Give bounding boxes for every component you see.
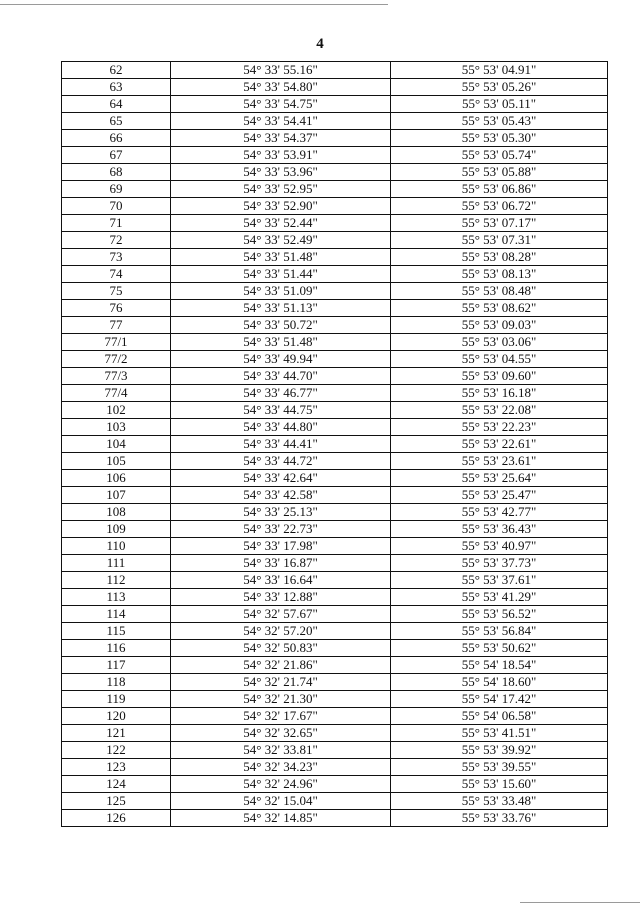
point-number-cell: 104 (62, 436, 171, 453)
latitude-cell: 54° 33' 52.95" (171, 181, 391, 198)
longitude-cell: 55° 53' 23.61" (391, 453, 608, 470)
table-row (62, 589, 608, 606)
latitude-cell: 54° 33' 50.72" (171, 317, 391, 334)
longitude-cell: 55° 53' 36.43" (391, 521, 608, 538)
table-row (62, 810, 608, 827)
latitude-cell: 54° 32' 21.74" (171, 674, 391, 691)
latitude-cell: 54° 33' 54.80" (171, 79, 391, 96)
longitude-cell: 55° 53' 25.47" (391, 487, 608, 504)
longitude-cell: 55° 53' 42.77" (391, 504, 608, 521)
latitude-cell: 54° 33' 51.48" (171, 334, 391, 351)
point-number-cell: 125 (62, 793, 171, 810)
point-number-cell: 77/2 (62, 351, 171, 368)
latitude-cell: 54° 33' 44.41" (171, 436, 391, 453)
point-number-cell: 77/4 (62, 385, 171, 402)
longitude-cell: 55° 53' 06.86" (391, 181, 608, 198)
longitude-cell: 55° 53' 33.76" (391, 810, 608, 827)
table-row (62, 725, 608, 742)
longitude-cell: 55° 53' 07.17" (391, 215, 608, 232)
point-number-cell: 107 (62, 487, 171, 504)
longitude-cell: 55° 54' 17.42" (391, 691, 608, 708)
latitude-cell: 54° 32' 15.04" (171, 793, 391, 810)
point-number-cell: 63 (62, 79, 171, 96)
latitude-cell: 54° 33' 54.37" (171, 130, 391, 147)
latitude-cell: 54° 32' 57.67" (171, 606, 391, 623)
longitude-cell: 55° 53' 22.08" (391, 402, 608, 419)
table-row (62, 232, 608, 249)
table-row (62, 385, 608, 402)
longitude-cell: 55° 53' 08.62" (391, 300, 608, 317)
latitude-cell: 54° 33' 52.49" (171, 232, 391, 249)
table-row (62, 623, 608, 640)
point-number-cell: 71 (62, 215, 171, 232)
table-row (62, 538, 608, 555)
longitude-cell: 55° 53' 05.11" (391, 96, 608, 113)
latitude-cell: 54° 33' 54.41" (171, 113, 391, 130)
table-row (62, 453, 608, 470)
latitude-cell: 54° 33' 44.80" (171, 419, 391, 436)
point-number-cell: 72 (62, 232, 171, 249)
latitude-cell: 54° 33' 52.44" (171, 215, 391, 232)
point-number-cell: 123 (62, 759, 171, 776)
point-number-cell: 113 (62, 589, 171, 606)
point-number-cell: 77/3 (62, 368, 171, 385)
longitude-cell: 55° 53' 33.48" (391, 793, 608, 810)
point-number-cell: 65 (62, 113, 171, 130)
latitude-cell: 54° 33' 51.09" (171, 283, 391, 300)
point-number-cell: 106 (62, 470, 171, 487)
latitude-cell: 54° 33' 25.13" (171, 504, 391, 521)
table-row (62, 79, 608, 96)
latitude-cell: 54° 32' 17.67" (171, 708, 391, 725)
longitude-cell: 55° 53' 22.61" (391, 436, 608, 453)
latitude-cell: 54° 32' 24.96" (171, 776, 391, 793)
table-row (62, 266, 608, 283)
point-number-cell: 114 (62, 606, 171, 623)
point-number-cell: 69 (62, 181, 171, 198)
point-number-cell: 118 (62, 674, 171, 691)
latitude-cell: 54° 33' 44.75" (171, 402, 391, 419)
point-number-cell: 67 (62, 147, 171, 164)
table-row (62, 300, 608, 317)
longitude-cell: 55° 53' 05.26" (391, 79, 608, 96)
point-number-cell: 117 (62, 657, 171, 674)
latitude-cell: 54° 32' 21.30" (171, 691, 391, 708)
table-row (62, 572, 608, 589)
latitude-cell: 54° 32' 14.85" (171, 810, 391, 827)
longitude-cell: 55° 53' 56.84" (391, 623, 608, 640)
latitude-cell: 54° 33' 17.98" (171, 538, 391, 555)
point-number-cell: 77 (62, 317, 171, 334)
latitude-cell: 54° 33' 12.88" (171, 589, 391, 606)
latitude-cell: 54° 33' 16.64" (171, 572, 391, 589)
point-number-cell: 124 (62, 776, 171, 793)
table-row (62, 419, 608, 436)
point-number-cell: 103 (62, 419, 171, 436)
longitude-cell: 55° 53' 22.23" (391, 419, 608, 436)
latitude-cell: 54° 32' 32.65" (171, 725, 391, 742)
longitude-cell: 55° 53' 15.60" (391, 776, 608, 793)
table-row (62, 470, 608, 487)
longitude-cell: 55° 53' 06.72" (391, 198, 608, 215)
longitude-cell: 55° 53' 08.28" (391, 249, 608, 266)
longitude-cell: 55° 54' 06.58" (391, 708, 608, 725)
point-number-cell: 122 (62, 742, 171, 759)
point-number-cell: 68 (62, 164, 171, 181)
point-number-cell: 70 (62, 198, 171, 215)
longitude-cell: 55° 53' 41.51" (391, 725, 608, 742)
longitude-cell: 55° 53' 05.30" (391, 130, 608, 147)
table-row (62, 742, 608, 759)
table-row (62, 640, 608, 657)
point-number-cell: 111 (62, 555, 171, 572)
table-row (62, 674, 608, 691)
longitude-cell: 55° 53' 09.60" (391, 368, 608, 385)
table-row (62, 368, 608, 385)
point-number-cell: 102 (62, 402, 171, 419)
table-row (62, 521, 608, 538)
point-number-cell: 77/1 (62, 334, 171, 351)
table-row (62, 147, 608, 164)
latitude-cell: 54° 32' 50.83" (171, 640, 391, 657)
scan-bottom-rule (520, 902, 640, 903)
latitude-cell: 54° 33' 55.16" (171, 62, 391, 79)
longitude-cell: 55° 53' 05.74" (391, 147, 608, 164)
coordinates-table (61, 61, 608, 827)
table-row (62, 606, 608, 623)
table-row (62, 504, 608, 521)
longitude-cell: 55° 53' 25.64" (391, 470, 608, 487)
latitude-cell: 54° 32' 57.20" (171, 623, 391, 640)
point-number-cell: 112 (62, 572, 171, 589)
page-number: 4 (316, 36, 324, 52)
table-row (62, 164, 608, 181)
latitude-cell: 54° 32' 33.81" (171, 742, 391, 759)
longitude-cell: 55° 54' 18.54" (391, 657, 608, 674)
point-number-cell: 126 (62, 810, 171, 827)
longitude-cell: 55° 53' 05.88" (391, 164, 608, 181)
point-number-cell: 110 (62, 538, 171, 555)
point-number-cell: 119 (62, 691, 171, 708)
table-row (62, 334, 608, 351)
table-row (62, 776, 608, 793)
latitude-cell: 54° 33' 51.44" (171, 266, 391, 283)
table-row (62, 402, 608, 419)
point-number-cell: 120 (62, 708, 171, 725)
point-number-cell: 105 (62, 453, 171, 470)
table-row (62, 198, 608, 215)
scan-top-rule (0, 4, 388, 5)
latitude-cell: 54° 32' 34.23" (171, 759, 391, 776)
table-row (62, 283, 608, 300)
longitude-cell: 55° 53' 56.52" (391, 606, 608, 623)
latitude-cell: 54° 33' 53.96" (171, 164, 391, 181)
point-number-cell: 109 (62, 521, 171, 538)
point-number-cell: 116 (62, 640, 171, 657)
table-row (62, 215, 608, 232)
point-number-cell: 74 (62, 266, 171, 283)
point-number-cell: 73 (62, 249, 171, 266)
table-row (62, 487, 608, 504)
longitude-cell: 55° 53' 09.03" (391, 317, 608, 334)
latitude-cell: 54° 33' 53.91" (171, 147, 391, 164)
table-row (62, 130, 608, 147)
table-row (62, 181, 608, 198)
table-row (62, 351, 608, 368)
longitude-cell: 55° 53' 37.73" (391, 555, 608, 572)
longitude-cell: 55° 53' 50.62" (391, 640, 608, 657)
table-row (62, 657, 608, 674)
longitude-cell: 55° 53' 07.31" (391, 232, 608, 249)
point-number-cell: 75 (62, 283, 171, 300)
longitude-cell: 55° 53' 05.43" (391, 113, 608, 130)
latitude-cell: 54° 33' 54.75" (171, 96, 391, 113)
point-number-cell: 121 (62, 725, 171, 742)
longitude-cell: 55° 53' 39.55" (391, 759, 608, 776)
table-row (62, 436, 608, 453)
point-number-cell: 62 (62, 62, 171, 79)
table-row (62, 555, 608, 572)
point-number-cell: 64 (62, 96, 171, 113)
latitude-cell: 54° 33' 52.90" (171, 198, 391, 215)
latitude-cell: 54° 33' 51.13" (171, 300, 391, 317)
longitude-cell: 55° 53' 08.13" (391, 266, 608, 283)
latitude-cell: 54° 33' 46.77" (171, 385, 391, 402)
longitude-cell: 55° 53' 40.97" (391, 538, 608, 555)
table-row (62, 62, 608, 79)
table-row (62, 708, 608, 725)
longitude-cell: 55° 53' 16.18" (391, 385, 608, 402)
latitude-cell: 54° 33' 44.70" (171, 368, 391, 385)
table-row (62, 113, 608, 130)
point-number-cell: 115 (62, 623, 171, 640)
point-number-cell: 66 (62, 130, 171, 147)
coordinates-table-body (62, 62, 608, 827)
table-row (62, 249, 608, 266)
table-row (62, 317, 608, 334)
longitude-cell: 55° 53' 04.91" (391, 62, 608, 79)
point-number-cell: 76 (62, 300, 171, 317)
latitude-cell: 54° 33' 22.73" (171, 521, 391, 538)
table-row (62, 759, 608, 776)
longitude-cell: 55° 54' 18.60" (391, 674, 608, 691)
longitude-cell: 55° 53' 04.55" (391, 351, 608, 368)
latitude-cell: 54° 32' 21.86" (171, 657, 391, 674)
table-row (62, 96, 608, 113)
table-row (62, 691, 608, 708)
latitude-cell: 54° 33' 44.72" (171, 453, 391, 470)
longitude-cell: 55° 53' 37.61" (391, 572, 608, 589)
latitude-cell: 54° 33' 16.87" (171, 555, 391, 572)
longitude-cell: 55° 53' 39.92" (391, 742, 608, 759)
latitude-cell: 54° 33' 49.94" (171, 351, 391, 368)
latitude-cell: 54° 33' 42.64" (171, 470, 391, 487)
latitude-cell: 54° 33' 51.48" (171, 249, 391, 266)
latitude-cell: 54° 33' 42.58" (171, 487, 391, 504)
longitude-cell: 55° 53' 03.06" (391, 334, 608, 351)
longitude-cell: 55° 53' 41.29" (391, 589, 608, 606)
point-number-cell: 108 (62, 504, 171, 521)
longitude-cell: 55° 53' 08.48" (391, 283, 608, 300)
table-row (62, 793, 608, 810)
